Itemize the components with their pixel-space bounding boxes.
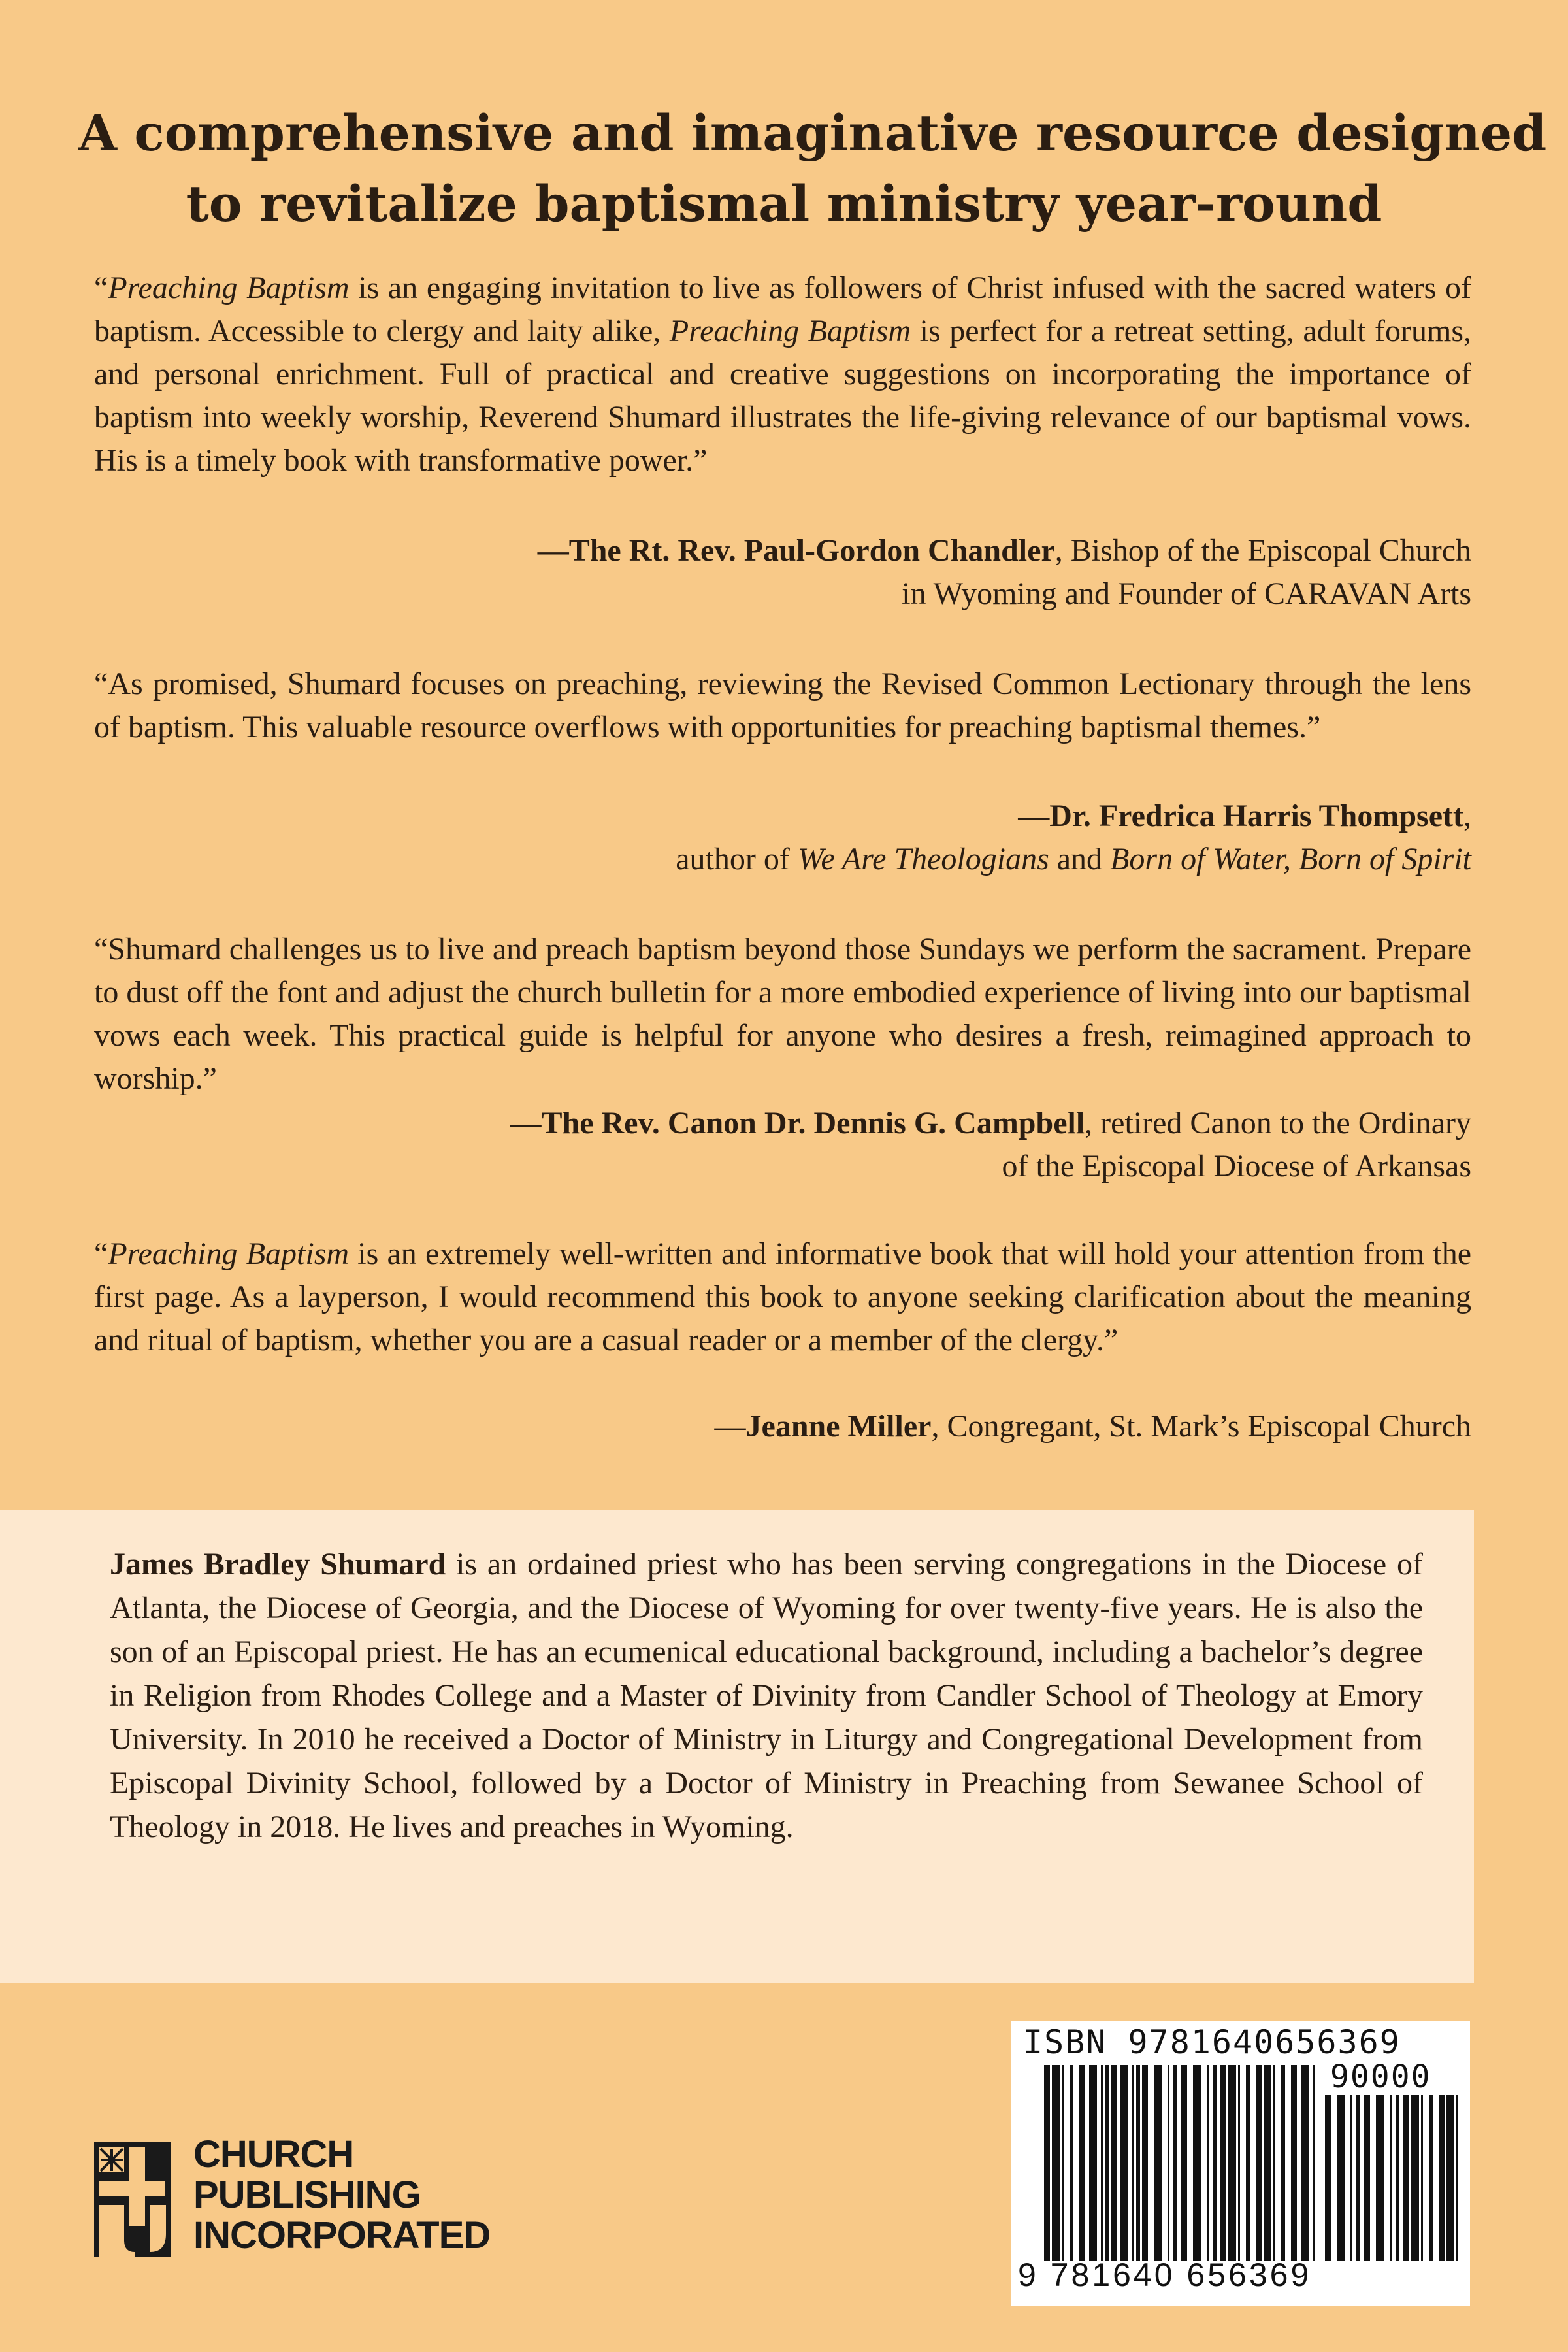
barcode-bar (1213, 2065, 1217, 2261)
endorsement-quote-2 (94, 663, 1471, 749)
text-run: , Congregant, St. Mark’s Episcopal Church (931, 1409, 1471, 1444)
barcode-bar (1281, 2065, 1285, 2261)
barcode-bar (1238, 2065, 1240, 2261)
endorser-name: —The Rt. Rev. Paul-Gordon Chandler (537, 533, 1055, 568)
ean-digits: 9 781640 656369 (1018, 2257, 1312, 2293)
cover-headline (78, 98, 1547, 239)
barcode-bar (1228, 2065, 1236, 2261)
price-code-label: 90000 (1330, 2059, 1431, 2095)
endorsement-quote-4 (94, 1233, 1471, 1362)
barcode-bar (1193, 2065, 1201, 2261)
barcode-bar (1105, 2065, 1109, 2261)
publisher-name-line-3: INCORPORATED (193, 2214, 491, 2257)
price-addon-barcode (1325, 2095, 1463, 2261)
text-run: , (1463, 799, 1471, 833)
endorser-name: —The Rev. Canon Dr. Dennis G. Campbell (510, 1106, 1085, 1140)
isbn-label: ISBN 9781640656369 (1023, 2023, 1401, 2061)
attribution-line (295, 572, 1471, 616)
endorsement-quote-1 (94, 267, 1471, 482)
text-run: “ (94, 1236, 108, 1271)
author-bio-text: is an ordained priest who has been serving congregations in the Diocese of Atlanta, the Diocese of Georgia, and the Diocese of Wyoming for over twenty-five years. He is also the son of an Episcopal priest. He has an ecumenical educational background, including a bachelor’s degree in Religion from Rhodes College and a Master of Divinity from Candler School of Theology at Emory University. In 2010 he received a Doctor of Ministry in Liturgy and Congregational Development from Episcopal Divinity School, followed by a Doctor of Ministry in Preaching from Sewanee School of Theology in 2018. He lives and preaches in Wyoming. (110, 1547, 1423, 1844)
barcode-bar (1350, 2095, 1352, 2261)
attribution-line (295, 1145, 1471, 1188)
author-bio (110, 1542, 1423, 1849)
book-title-italic: We Are Theologians (797, 842, 1049, 876)
attribution-line (295, 795, 1471, 838)
barcode-bar (1101, 2065, 1103, 2261)
barcode-bar (1142, 2065, 1148, 2261)
barcode-bar (1301, 2065, 1309, 2261)
barcode-bar (1356, 2095, 1360, 2261)
publisher-logo (94, 2134, 512, 2265)
barcode-bar (1154, 2065, 1162, 2261)
barcode-bar (1132, 2065, 1134, 2261)
barcode-bar (1246, 2065, 1250, 2261)
barcode-bar (1273, 2065, 1275, 2261)
publisher-name-line-2: PUBLISHING (193, 2174, 421, 2216)
barcode-bar (1136, 2065, 1140, 2261)
barcode-bar (1456, 2095, 1458, 2261)
attribution-line (295, 529, 1471, 572)
text-run: is an extremely well-written and informative book that will hold your attention from the first page. As a layperson, I would recommend this book to anyone seeking clarification about the meaning and ritual of baptism, whether you are a casual reader or a member of the clergy.” (94, 1236, 1471, 1357)
barcode-bar (1313, 2065, 1315, 2261)
text-run: — (714, 1409, 746, 1444)
barcode-bar (1390, 2095, 1392, 2261)
attribution-line (295, 838, 1471, 881)
publisher-name-line-1: CHURCH (193, 2133, 354, 2176)
endorsement-quote-3 (94, 928, 1471, 1101)
attribution-line (295, 1102, 1471, 1145)
book-title-italic: Born of Water, Born of Spirit (1110, 842, 1471, 876)
barcode-bar (1089, 2065, 1097, 2261)
barcode-bar (1181, 2065, 1187, 2261)
text-run: “Shumard challenges us to live and preach baptism beyond those Sundays we perform the sacrament. Prepare to dust off the font and adjust the church bulletin for a more embodied experience of living into our baptismal vows each week. This practical guide is helpful for anyone who desires a fresh, reimagined approach to worship.” (94, 932, 1471, 1096)
endorsement-attribution-2 (295, 795, 1471, 881)
barcode-bar (1079, 2065, 1085, 2261)
book-title-italic: Preaching Baptism (669, 314, 911, 348)
text-run: of the Episcopal Diocese of Arkansas (1002, 1149, 1471, 1184)
barcode-bar (1411, 2095, 1419, 2261)
barcode-bar (1044, 2065, 1050, 2261)
barcode-bar (1070, 2065, 1073, 2261)
barcode-bar (1052, 2065, 1060, 2261)
ean-barcode (1044, 2065, 1318, 2261)
endorsement-attribution-4 (295, 1405, 1471, 1448)
barcode-bar (1364, 2095, 1370, 2261)
headline-line-1: A comprehensive and imaginative resource designed (78, 104, 1547, 162)
barcode-bar (1446, 2095, 1454, 2261)
barcode-bar (1376, 2095, 1384, 2261)
text-run: “As promised, Shumard focuses on preaching, reviewing the Revised Common Lectionary through the lens of baptism. This valuable resource overflows with opportunities for preaching baptismal themes.” (94, 667, 1471, 744)
text-run: is an engaging invitation to live as followers of Christ infused with the sacred waters of baptism. Accessible to clergy and laity alike, (94, 271, 1471, 348)
text-run: in Wyoming and Founder of CARAVAN Arts (902, 576, 1471, 611)
barcode-bar (1421, 2095, 1423, 2261)
endorser-name: Jeanne Miller (745, 1409, 932, 1444)
barcode-bar (1264, 2065, 1271, 2261)
publisher-name (193, 2134, 490, 2256)
text-run: is perfect for a retreat setting, adult forums, and personal enrichment. Full of practical and creative suggestions on incorporating the importance of baptism into weekly worship, Reverend Shumard illustrates the life-giving relevance of our baptismal vows. His is a timely book with transformative power.” (94, 314, 1472, 478)
endorser-name: —Dr. Fredrica Harris Thompsett (1018, 799, 1463, 833)
barcode-bar (1403, 2095, 1409, 2261)
text-run: , Bishop of the Episcopal Church (1054, 533, 1471, 568)
author-name: James Bradley Shumard (110, 1547, 446, 1582)
book-title-italic: Preaching Baptism (108, 271, 350, 305)
attribution-line (295, 1405, 1471, 1448)
barcode-bar (1439, 2095, 1445, 2261)
text-run: and (1049, 842, 1111, 876)
barcode-bar (1062, 2065, 1064, 2261)
barcode-bar (1220, 2065, 1226, 2261)
book-title-italic: Preaching Baptism (108, 1236, 350, 1271)
barcode-bar (1173, 2065, 1177, 2261)
text-run: author of (676, 842, 798, 876)
headline-line-2: to revitalize baptismal ministry year-round (186, 174, 1382, 233)
barcode-bar (1291, 2065, 1297, 2261)
endorsement-attribution-3 (295, 1102, 1471, 1188)
endorsement-attribution-1 (295, 529, 1471, 616)
barcode-bar (1120, 2065, 1128, 2261)
text-run: “ (94, 271, 108, 305)
church-publishing-logo-icon (94, 2142, 171, 2257)
barcode-bar (1337, 2095, 1345, 2261)
barcode-bar (1207, 2065, 1209, 2261)
barcode-bar (1325, 2095, 1331, 2261)
barcode-bar (1429, 2095, 1433, 2261)
barcode-bar (1396, 2095, 1399, 2261)
barcode-bar (1111, 2065, 1117, 2261)
barcode-bar (1256, 2065, 1262, 2261)
text-run: , retired Canon to the Ordinary (1085, 1106, 1471, 1140)
barcode-bar (1168, 2065, 1169, 2261)
